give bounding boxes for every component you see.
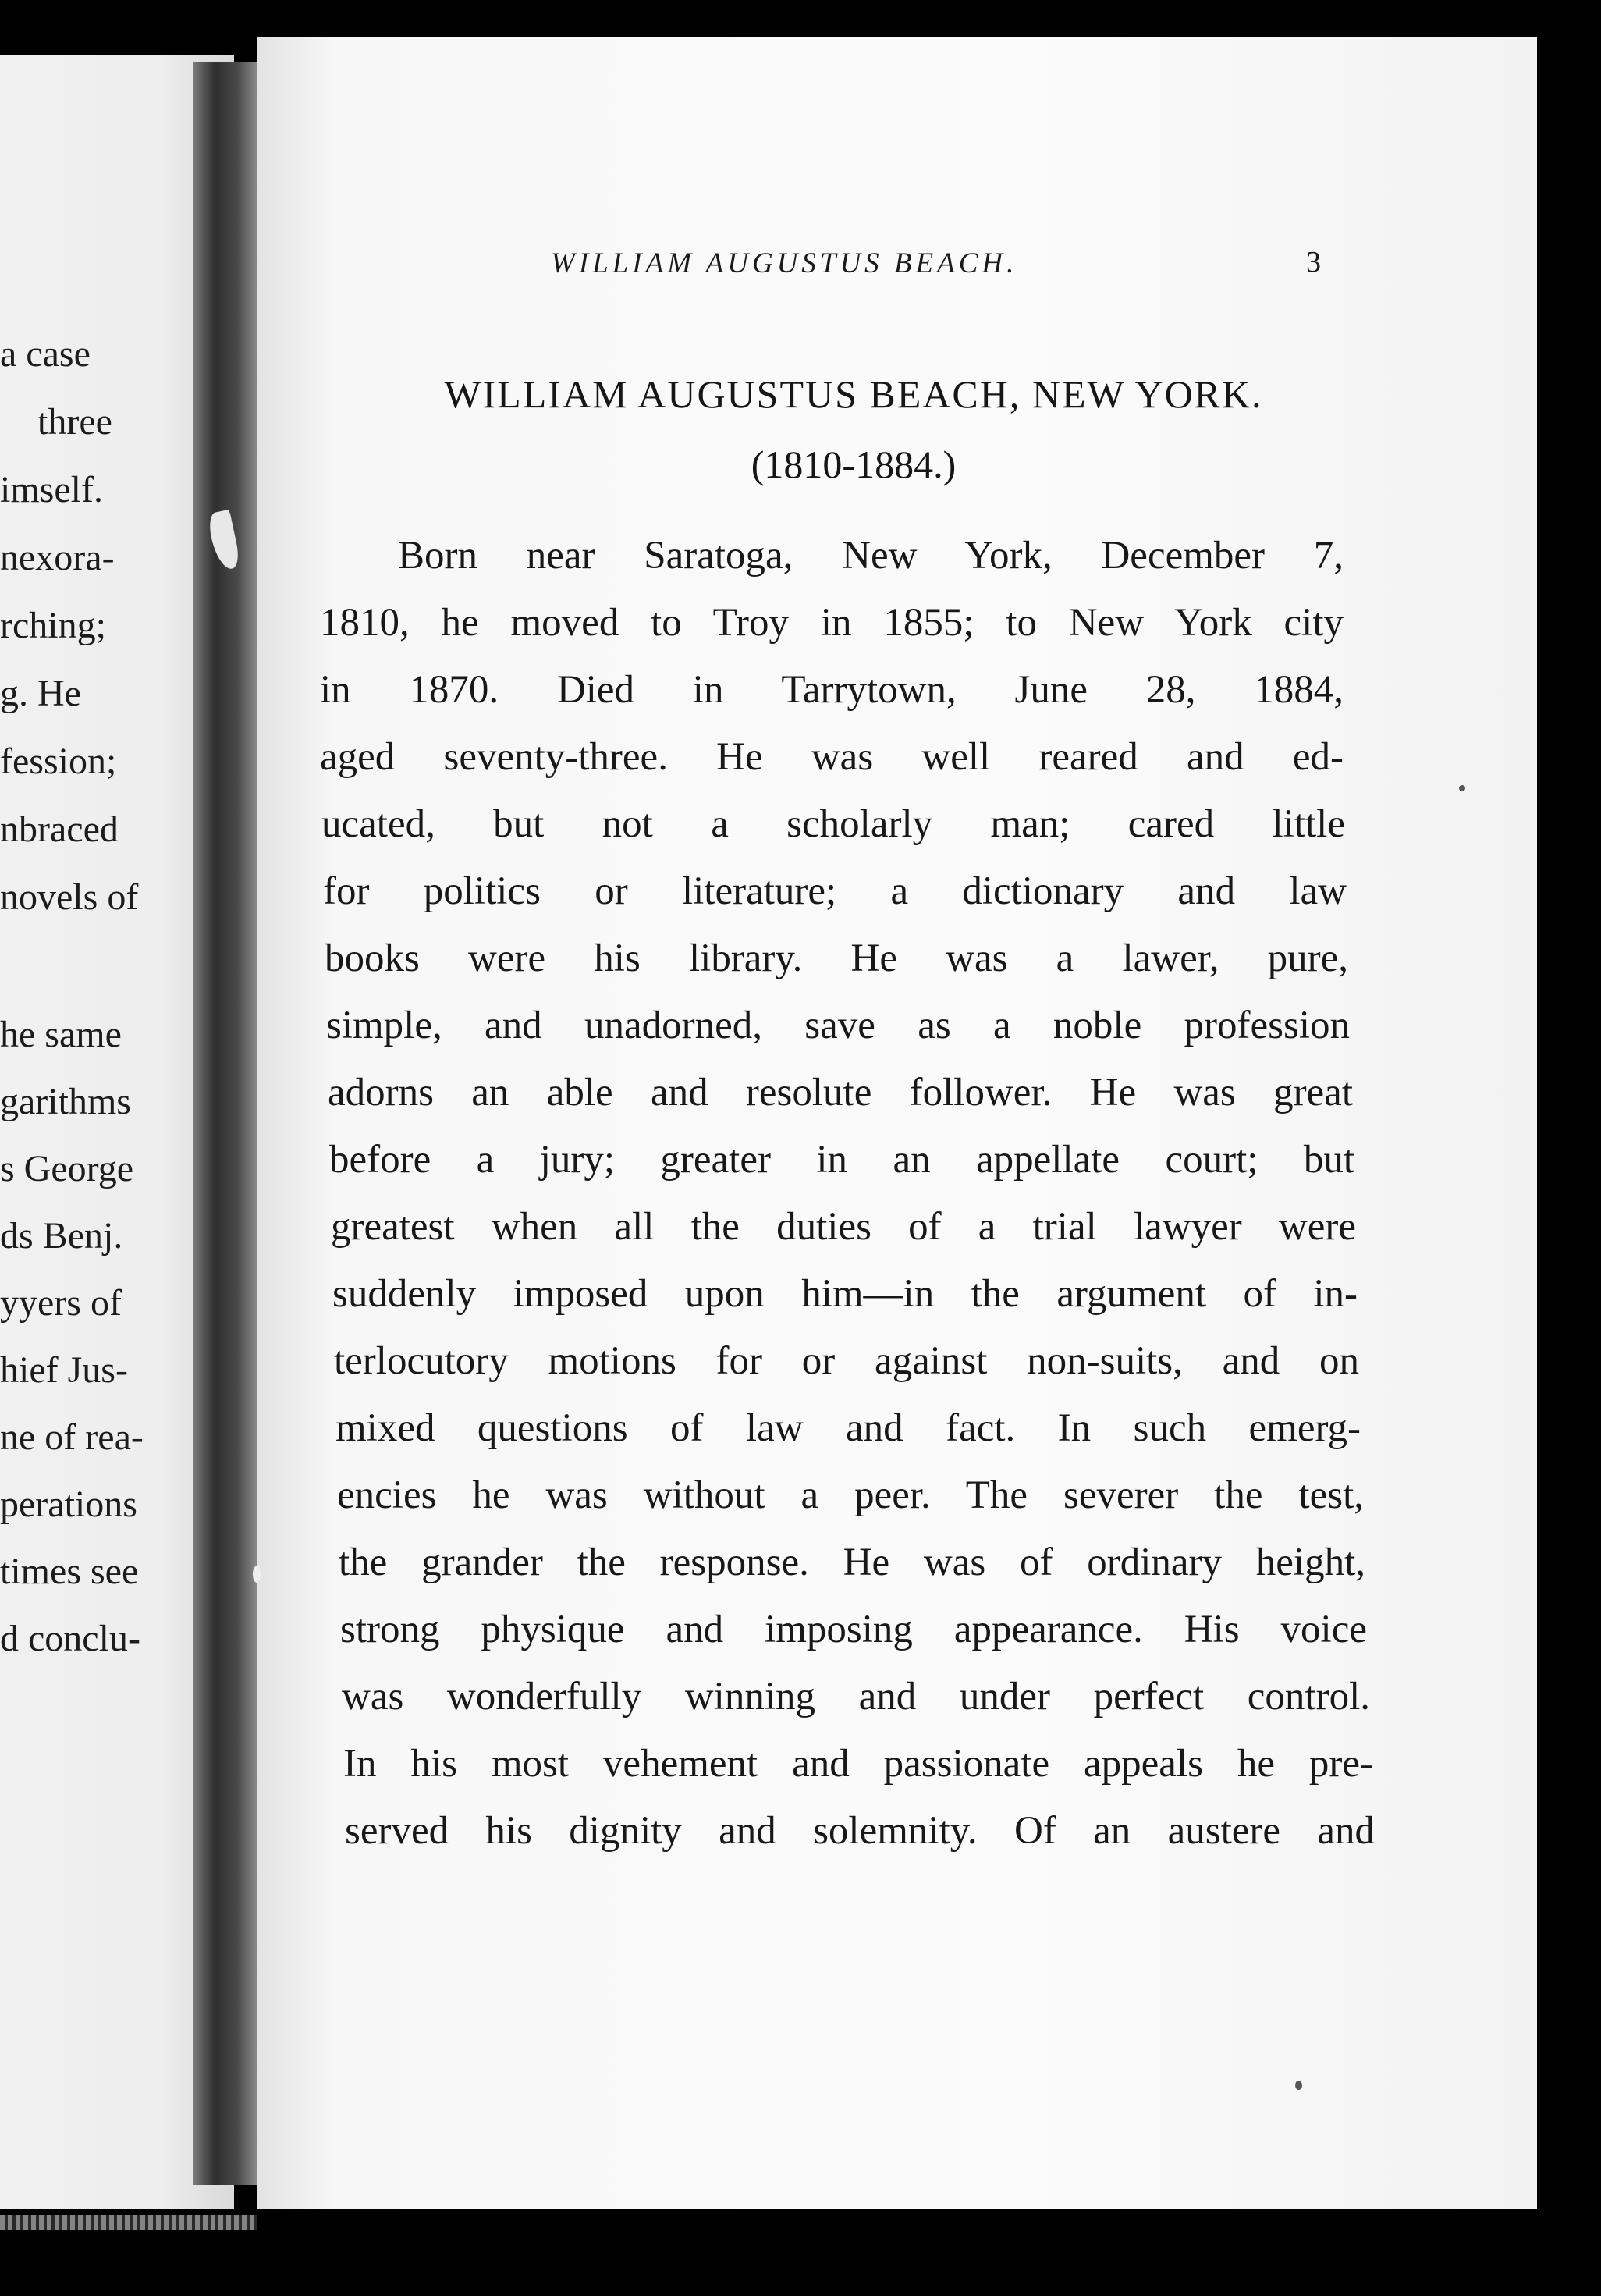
article-dates: (1810-1884.) [751,442,957,486]
body-line: strong physique and imposing appearance. His voice [340,1608,1367,1651]
right-page [257,37,1537,2209]
body-line: adorns an able and resolute follower. He was great [328,1071,1353,1114]
body-line: suddenly imposed upon him—in the argument of in- [332,1272,1358,1316]
left-page-line: s George [0,1148,134,1189]
scan-speck [1295,2081,1302,2090]
body-line: aged seventy-three. He was well reared and ed- [320,735,1344,779]
left-page-line: times see [0,1551,139,1592]
left-page-line: d conclu- [0,1618,140,1659]
body-line: terlocutory motions for or against non-suits, and on [334,1339,1359,1383]
body-line: was wonderfully winning and under perfect control. [342,1675,1370,1718]
left-page-line: fession; [0,741,117,782]
left-page-line: perations [0,1484,137,1525]
left-page-line: novels of [0,876,139,918]
body-line: before a jury; greater in an appellate court; but [329,1138,1354,1182]
body-line: books were his library. He was a lawer, pure, [325,937,1348,980]
left-page-line: rching; [0,605,106,646]
left-page-line: yyers of [0,1282,122,1324]
article-title: WILLIAM AUGUSTUS BEACH, NEW YORK. [444,372,1263,416]
scan-speck [253,1566,261,1583]
left-page-line: ne of rea- [0,1416,144,1458]
left-page-line: he same [0,1014,122,1055]
body-line: in 1870. Died in Tarrytown, June 28, 1884, [320,668,1344,712]
book-bottom-edge [0,2215,257,2230]
body-line: 1810, he moved to Troy in 1855; to New York city [320,601,1344,645]
body-line: encies he was without a peer. The severer the test, [337,1473,1364,1517]
body-line: for politics or literature; a dictionary and law [323,869,1347,913]
scan-speck [1459,785,1465,791]
body-line: served his dignity and solemnity. Of an austere and [345,1809,1375,1853]
left-page-line: imself. [0,469,103,510]
left-page-line: ds Benj. [0,1215,123,1256]
body-line: greatest when all the duties of a trial lawyer were [331,1205,1356,1249]
left-page-line: hief Jus- [0,1349,128,1391]
left-page-line: three [37,401,112,442]
body-line: simple, and unadorned, save as a noble profession [326,1004,1350,1047]
running-head: WILLIAM AUGUSTUS BEACH. [551,247,1018,279]
body-line: ucated, but not a scholarly man; cared little [321,802,1345,846]
left-page-line: nbraced [0,809,119,850]
left-page-line: g. He [0,673,81,714]
left-page-line: a case [0,333,91,375]
body-line: Born near Saratoga, New York, December 7, [398,534,1344,578]
left-page-line: nexora- [0,537,115,578]
body-line: the grander the response. He was of ordinary height, [339,1541,1365,1584]
left-page-line: garithms [0,1081,131,1122]
body-line: In his most vehement and passionate appeals he pre- [343,1742,1373,1786]
body-line: mixed questions of law and fact. In such emerg- [335,1406,1361,1450]
page-number: 3 [1306,246,1321,279]
